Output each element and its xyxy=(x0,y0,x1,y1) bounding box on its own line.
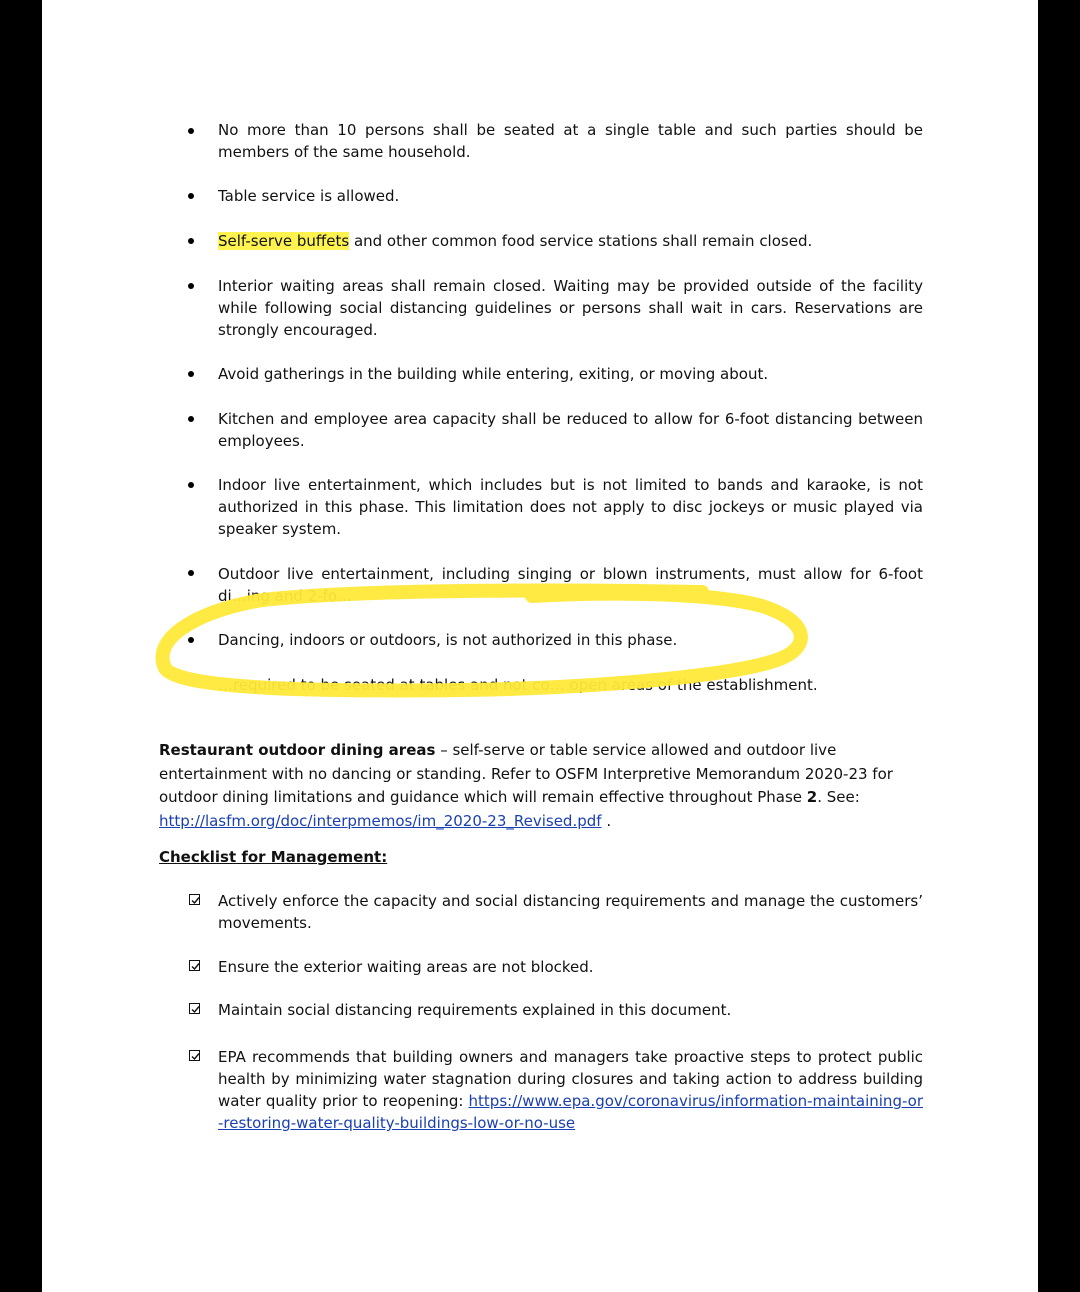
bullet-dot xyxy=(188,238,194,244)
document-page xyxy=(42,0,1038,1292)
bullet-dot xyxy=(188,128,194,134)
bullet-dot xyxy=(188,637,194,643)
checklist-heading: Checklist for Management: xyxy=(159,848,388,866)
checkbox-checked-icon xyxy=(189,1050,200,1061)
checkbox-checked-icon xyxy=(189,1003,200,1014)
list-item: Indoor live entertainment, which includes but is not limited to bands and karaoke, is not authorized in this phase. This limitation does not apply to disc jockeys or music played via speaker system. xyxy=(218,476,923,538)
list-item: Outdoor live entertainment, including singing or blown instruments, must allow for 6-foot di…ing and 2-fo… xyxy=(218,565,923,605)
list-item: Table service is allowed. xyxy=(218,187,400,205)
list-item: Dancing, indoors or outdoors, is not authorized in this phase. xyxy=(218,631,678,649)
list-item: Kitchen and employee area capacity shall be reduced to allow for 6-foot distancing between employees. xyxy=(218,410,923,450)
highlighted-text: Self-serve buffets xyxy=(218,232,350,250)
checklist-item: Maintain social distancing requirements explained in this document. xyxy=(218,1001,732,1019)
checkbox-checked-icon xyxy=(189,960,200,971)
bullet-dot xyxy=(188,371,194,377)
list-item: …required to be seated at tables and not co… open areas of the establishment. xyxy=(218,676,818,694)
bullet-dot xyxy=(188,570,194,576)
bullet-dot xyxy=(188,416,194,422)
epa-link[interactable]: https://www.epa.gov/coronavirus/information-maintaining-or-restoring-water-quality-buildings-low-or-no-use xyxy=(218,1092,923,1132)
bullet-dot xyxy=(188,193,194,199)
checklist-item: EPA recommends that building owners and managers take proactive steps to protect public health by minimizing water stagnation during closures and taking action to address building water quality prior to reopening: https://www.epa.gov/coronavirus/information-maintaining-or-restoring-water-quality-buildings-low-or-no-use xyxy=(218,1048,923,1132)
bullet-dot xyxy=(188,482,194,488)
list-item: Interior waiting areas shall remain closed. Waiting may be provided outside of the facility while following social distancing guidelines or persons shall wait in cars. Reservations are strongly encouraged. xyxy=(218,277,923,339)
list-item: No more than 10 persons shall be seated at a single table and such parties should be members of the same household. xyxy=(218,121,923,161)
checklist-item: Actively enforce the capacity and social distancing requirements and manage the customers’ movements. xyxy=(218,892,923,932)
bullet-dot xyxy=(188,283,194,289)
checkbox-checked-icon xyxy=(189,894,200,905)
checklist-item: Ensure the exterior waiting areas are not blocked. xyxy=(218,958,594,976)
osfm-memo-link[interactable]: http://lasfm.org/doc/interpmemos/im_2020-23_Revised.pdf xyxy=(159,811,602,830)
outdoor-dining-paragraph: Restaurant outdoor dining areas – self-serve or table service allowed and outdoor live entertainment with no dancing or standing. Refer to OSFM Interpretive Memorandum 2020-23 for outdoor dining limitations and guidance which will remain effective throughout Phase 2. See: http://lasfm.org/doc/interpmemos/im_2020-23_Revised.pdf . xyxy=(159,741,893,830)
list-item: Avoid gatherings in the building while entering, exiting, or moving about. xyxy=(218,365,769,383)
list-item: Self-serve buffets and other common food service stations shall remain closed. xyxy=(218,232,813,250)
